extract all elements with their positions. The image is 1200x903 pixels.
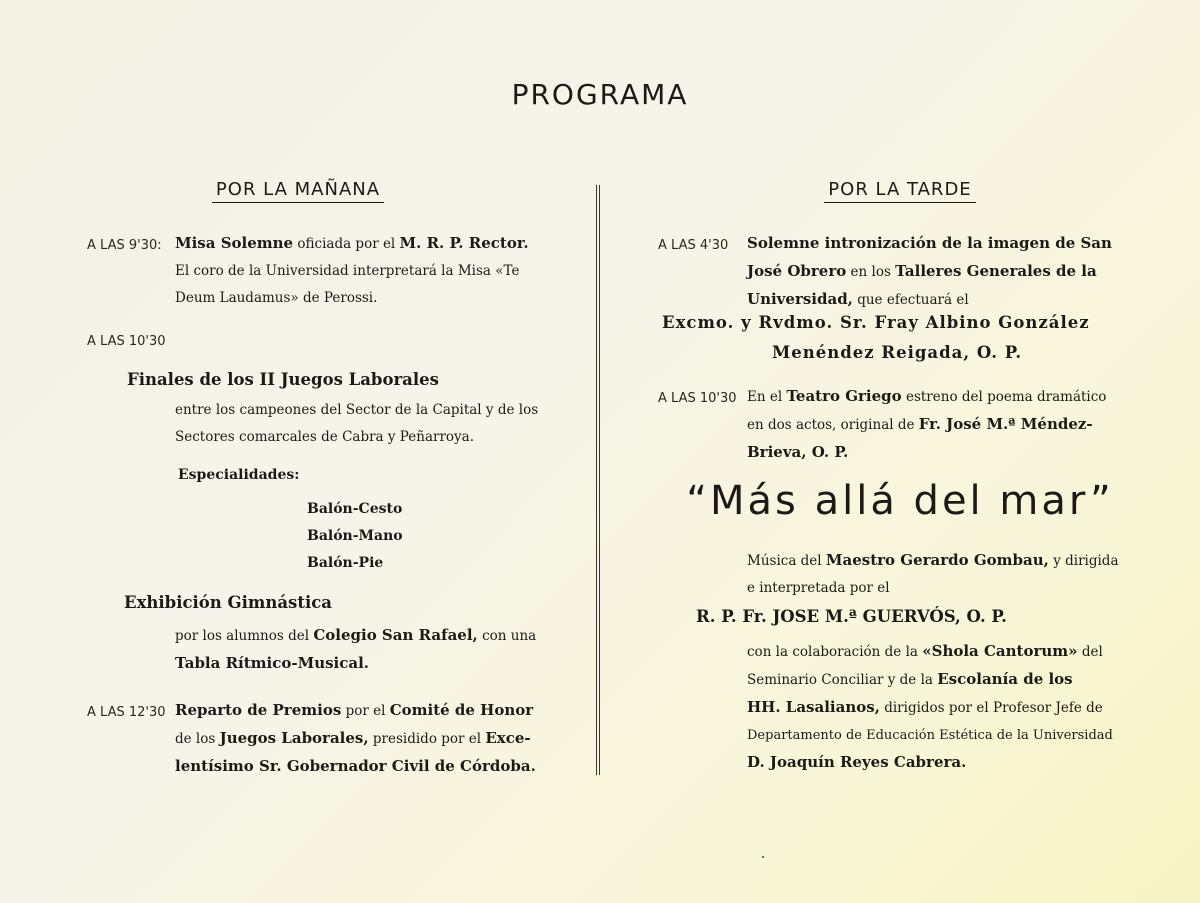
dignitary-name: Excmo. y Rvdmo. Sr. Fray Albino González (662, 313, 1090, 332)
play-title: “Más allá del mar” (686, 478, 1114, 524)
awards-entry: Reparto de Premios por el Comité de Honor de los Juegos Laborales, presidido por el Exce- lentísimo Sr. Gobernador Civil de Córdoba. (175, 701, 536, 775)
specialty-item: Balón-Cesto (307, 501, 403, 517)
mass-line: El coro de la Universidad interpretará la Misa «Te (175, 263, 520, 279)
morning-heading: POR LA MAÑANA (0, 179, 596, 200)
director-name: R. P. Fr. JOSE M.ª GUERVÓS, O. P. (696, 607, 1007, 626)
specialties-label: Especialidades: (178, 467, 300, 483)
event-time: A LAS 9'30: (87, 238, 162, 253)
mass-entry (175, 230, 541, 312)
collaboration-credit: con la colaboración de la «Shola Cantorum» del Seminario Conciliar y de la Escolanía de los HH. Lasalianos, dirigidos por el Profesor Jefe de Departamento de Educación Estética de la Universidad D. Joaquín Reyes Cabrera. (747, 642, 1113, 771)
specialty-item: Balón-Mano (307, 528, 403, 544)
music-credit: Música del Maestro Gerardo Gombau, y dirigida e interpretada por el (747, 551, 1119, 596)
theatre-entry: En el Teatro Griego estreno del poema dramático en dos actos, original de Fr. José M.ª Méndez- Brieva, O. P. (747, 387, 1107, 461)
event-time: A LAS 4'30 (658, 238, 729, 253)
games-description: entre los campeones del Sector de la Capital y de los Sectores comarcales de Cabra y Peñarroya. (175, 402, 539, 445)
specialty-item: Balón-Pie (307, 555, 384, 571)
ink-dot (762, 856, 764, 858)
page-title: PROGRAMA (511, 78, 689, 111)
games-title: Finales de los II Juegos Laborales (127, 370, 439, 389)
event-time: A LAS 10'30 (87, 334, 166, 349)
event-time: A LAS 10'30 (658, 391, 737, 406)
afternoon-heading: POR LA TARDE (600, 179, 1200, 200)
event-time: A LAS 12'30 (87, 705, 166, 720)
dignitary-name: Menéndez Reigada, O. P. (772, 343, 1023, 362)
enthronement-entry: Solemne intronización de la imagen de San José Obrero en los Talleres Generales de la Universidad, que efectuará el (747, 234, 1112, 308)
mass-line: Deum Laudamus» de Perossi. (175, 290, 378, 306)
gymnastics-description: por los alumnos del Colegio San Rafael, con una Tabla Rítmico-Musical. (175, 626, 537, 672)
gymnastics-title: Exhibición Gimnástica (124, 593, 332, 612)
mass-line: Misa Solemne oficiada por el M. R. P. Rector. (175, 234, 529, 252)
